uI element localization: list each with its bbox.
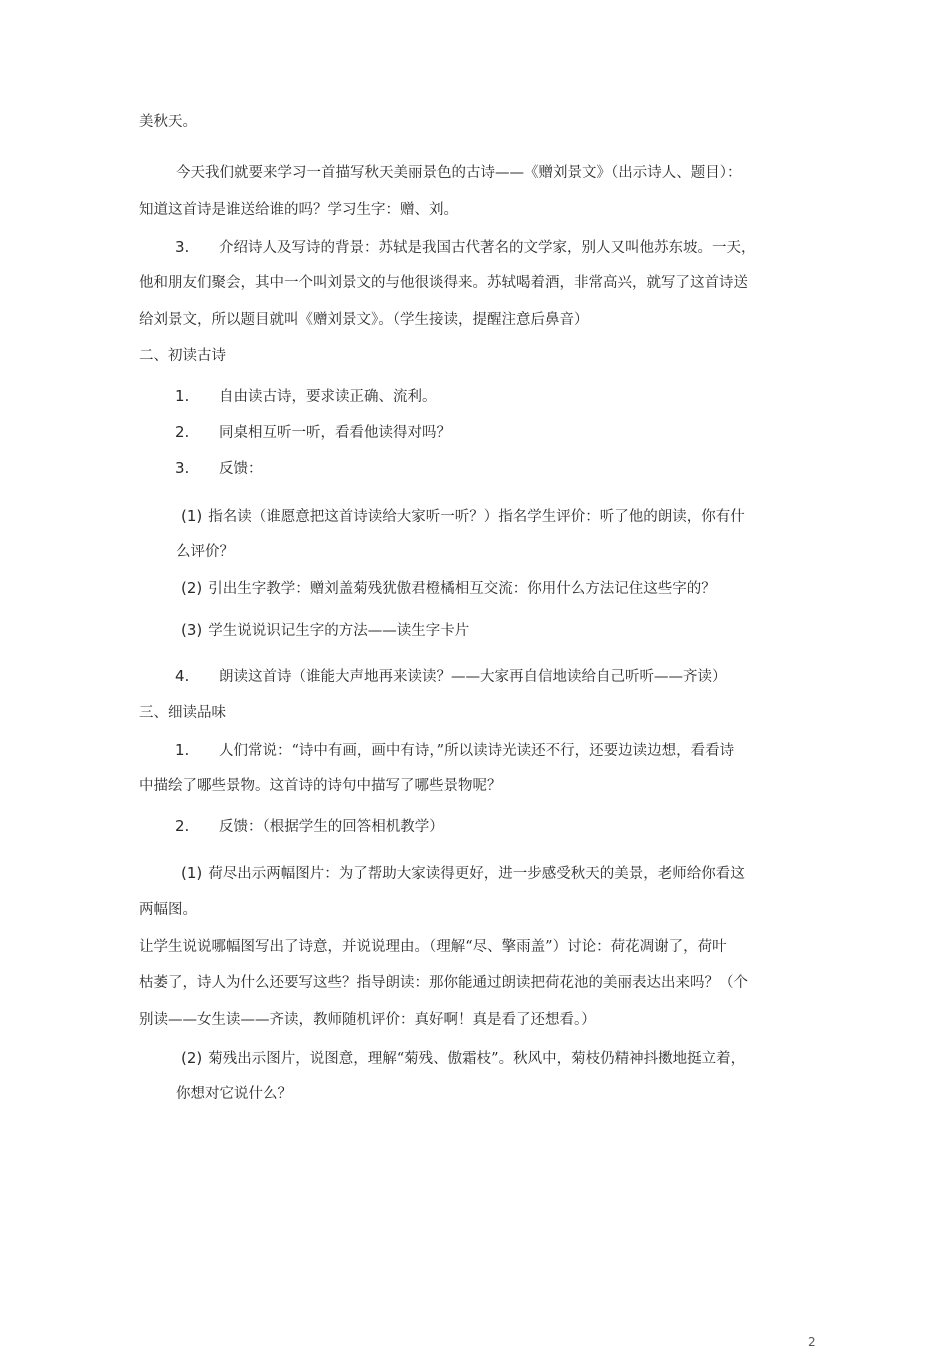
text-line: 枯萎了，诗人为什么还要写这些？指导朗读：那你能通过朗读把荷花池的美丽表达出来吗？（个: [139, 975, 748, 991]
list-text: 反馈：: [219, 461, 263, 477]
list-text: 自由读古诗，要求读正确、流利。: [219, 389, 437, 405]
section-heading: 二、初读古诗: [139, 348, 226, 364]
list-text: 同桌相互听一听，看看他读得对吗？: [219, 425, 451, 441]
list-text: 引出生字教学：赠刘盖菊残犹傲君橙橘相互交流：你用什么方法记住这些字的？: [208, 581, 716, 597]
list-number: 2.: [175, 423, 190, 441]
list-number: (2): [181, 579, 203, 597]
list-item: [175, 422, 451, 443]
list-item: [181, 1048, 745, 1069]
text-line: 知道这首诗是谁送给谁的吗？学习生字：赠、刘。: [139, 202, 458, 218]
text-line: 别读——女生读——齐读，教师随机评价：真好啊！真是看了还想看。）: [139, 1012, 596, 1028]
list-number: (3): [181, 621, 203, 639]
text-line: 你想对它说什么？: [176, 1086, 292, 1102]
list-text: 菊残出示图片，说图意，理解“菊残、傲霜枝”。秋风中，菊枝仍精神抖擞地挺立着，: [208, 1051, 746, 1067]
text-line: 今天我们就要来学习一首描写秋天美丽景色的古诗——《赠刘景文》（出示诗人、题目）：: [176, 165, 742, 181]
list-text: 介绍诗人及写诗的背景：苏轼是我国古代著名的文学家，别人又叫他苏东坡。一天，: [219, 240, 756, 256]
text-line: 美秋天。: [139, 114, 197, 130]
text-line: 让学生说说哪幅图写出了诗意，并说说理由。（理解“尽、擎雨盖”）讨论：荷花凋谢了，荷叶: [139, 939, 727, 955]
list-item: [175, 816, 444, 837]
list-text: 学生说说识记生字的方法——读生字卡片: [208, 623, 470, 639]
list-number: 4.: [175, 667, 190, 685]
page-number: 2: [808, 1335, 816, 1349]
section-heading: 三、细读品味: [139, 705, 226, 721]
list-item: [175, 237, 756, 258]
list-item: [181, 578, 716, 599]
list-number: (1): [181, 507, 203, 525]
list-number: (1): [181, 864, 203, 882]
list-item: [175, 666, 727, 687]
list-text: 朗读这首诗（谁能大声地再来读读？——大家再自信地读给自己听听——齐读）: [219, 669, 727, 685]
list-item: [181, 863, 745, 884]
list-item: [175, 740, 734, 761]
list-text: 指名读（谁愿意把这首诗读给大家听一听？）指名学生评价：听了他的朗读，你有什: [208, 509, 745, 525]
list-item: [175, 458, 263, 479]
list-item: [181, 620, 469, 641]
text-line: 中描绘了哪些景物。这首诗的诗句中描写了哪些景物呢？: [139, 778, 502, 794]
text-line: 他和朋友们聚会，其中一个叫刘景文的与他很谈得来。苏轼喝着酒，非常高兴，就写了这首诗送: [139, 275, 748, 291]
text-line: 给刘景文，所以题目就叫《赠刘景文》。（学生接读，提醒注意后鼻音）: [139, 312, 589, 328]
list-text: 人们常说：“诗中有画，画中有诗，”所以读诗光读还不行，还要边读边想，看看诗: [219, 743, 735, 759]
list-text: 反馈：（根据学生的回答相机教学）: [219, 819, 444, 835]
list-text: 荷尽出示两幅图片：为了帮助大家读得更好，进一步感受秋天的美景，老师给你看这: [208, 866, 745, 882]
list-number: 2.: [175, 817, 190, 835]
list-number: 3.: [175, 238, 190, 256]
list-number: 3.: [175, 459, 190, 477]
list-item: [175, 386, 437, 407]
list-number: 1.: [175, 387, 190, 405]
list-item: [181, 506, 745, 527]
list-number: 1.: [175, 741, 190, 759]
list-number: (2): [181, 1049, 203, 1067]
text-line: 么评价？: [176, 544, 234, 560]
text-line: 两幅图。: [139, 902, 197, 918]
